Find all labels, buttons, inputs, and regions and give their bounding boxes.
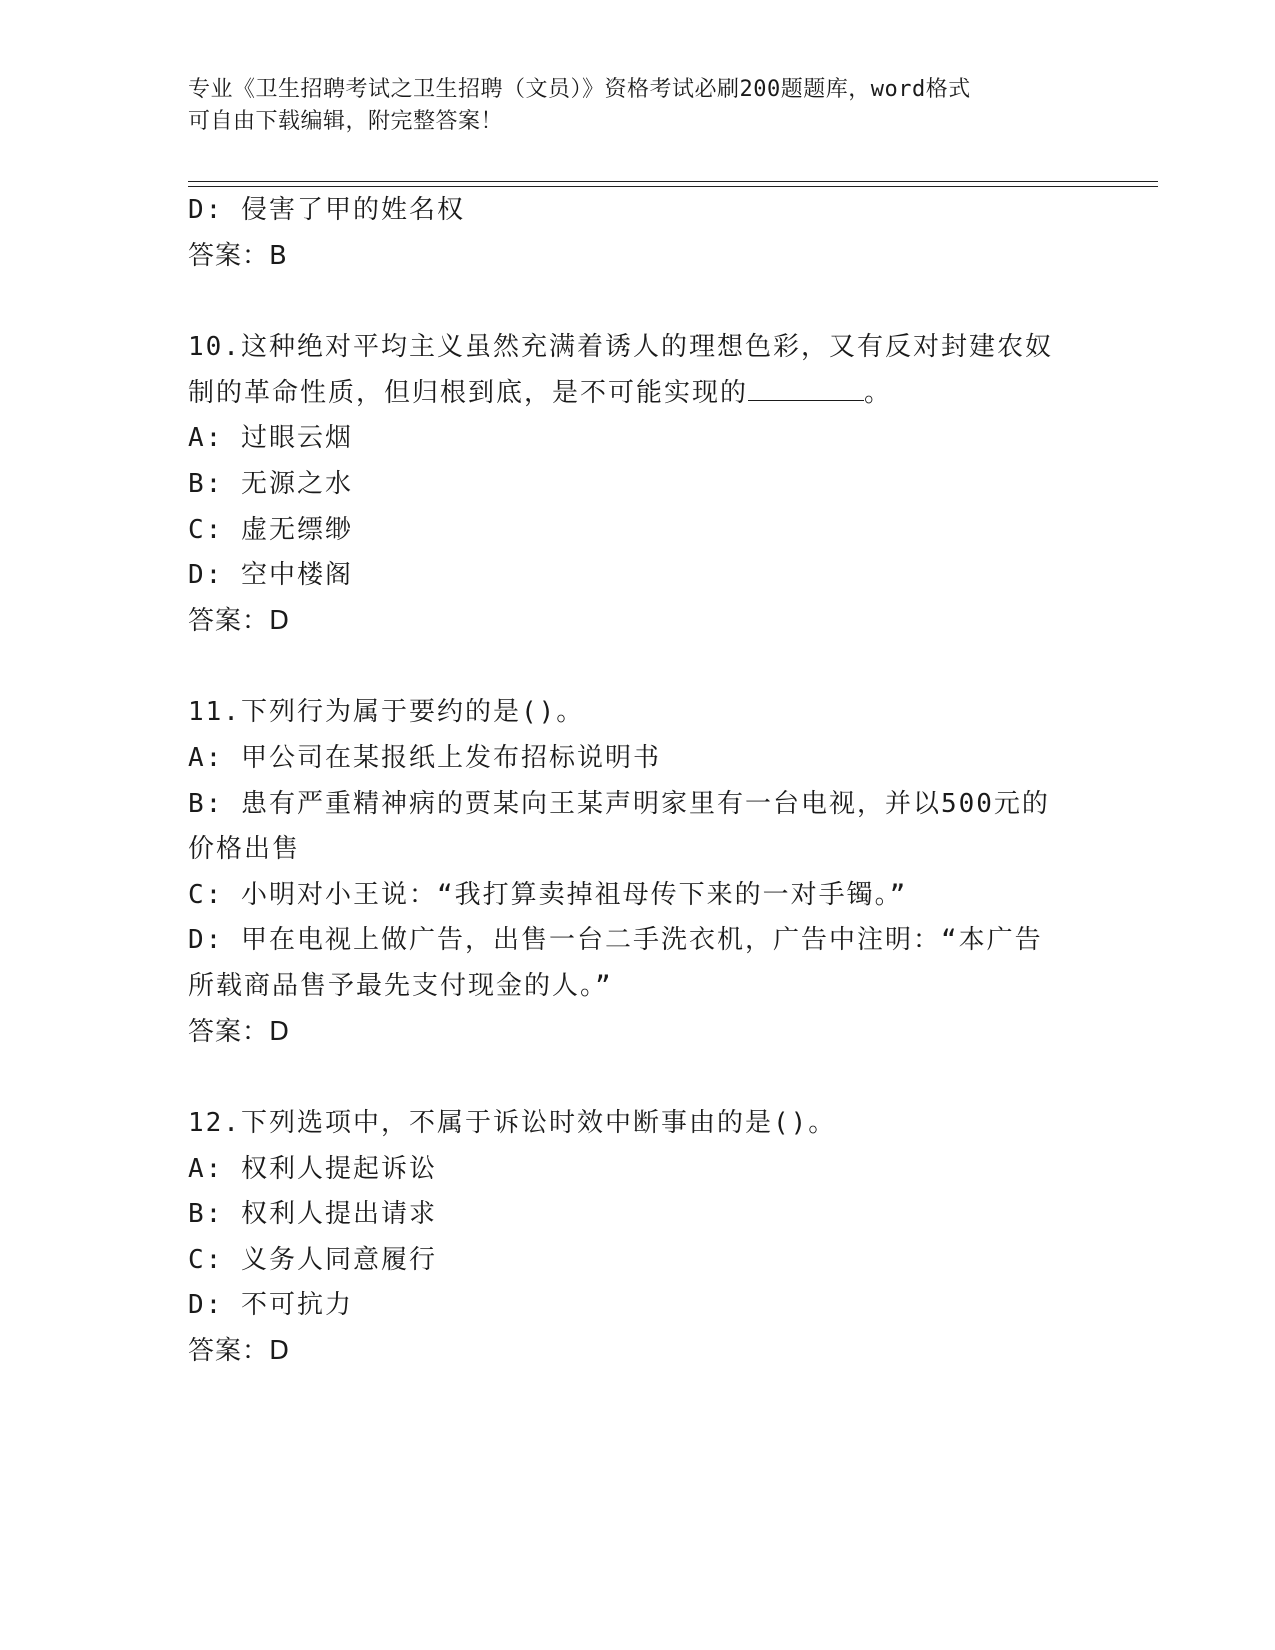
question-stem-line-2 [188,371,1088,417]
stem-text: 制的革命性质，但归根到底，是不可能实现的 [188,377,749,408]
question-stem-line-1: 10.这种绝对平均主义虽然充满着诱人的理想色彩，又有反对封建农奴 [188,332,1053,363]
spacer [188,644,1088,690]
question-stem: 12.下列选项中，不属于诉讼时效中断事由的是()。 [188,1108,837,1139]
question-9-tail [188,188,1088,279]
option-a: A: 权利人提起诉讼 [188,1153,437,1184]
spacer [188,1055,1088,1101]
option-d: D: 空中楼阁 [188,560,353,591]
answer: 答案：B [188,240,288,271]
option-d: D: 侵害了甲的姓名权 [188,195,465,225]
stem-end: 。 [864,377,893,408]
option-c: C: 虚无缥缈 [188,514,353,545]
question-11 [188,690,1088,1055]
header-divider-bottom [188,186,1158,187]
option-d-line-2: 所载商品售予最先支付现金的人。” [188,970,613,1001]
header-divider-top [188,181,1158,182]
option-a: A: 甲公司在某报纸上发布招标说明书 [188,742,661,773]
option-a: A: 过眼云烟 [188,423,353,454]
question-stem: 11.下列行为属于要约的是()。 [188,697,585,728]
document-header [188,74,1088,138]
option-c: C: 小明对小王说：“我打算卖掉祖母传下来的一对手镯。” [188,879,908,910]
fill-in-blank [748,374,864,401]
spacer [188,279,1088,325]
option-c: C: 义务人同意履行 [188,1244,437,1275]
option-b: B: 权利人提出请求 [188,1199,437,1230]
header-title-line-2: 可自由下载编辑，附完整答案！ [188,109,504,134]
question-10 [188,325,1088,644]
option-b-line-1: B: 患有严重精神病的贾某向王某声明家里有一台电视，并以500元的 [188,788,1050,819]
option-b: B: 无源之水 [188,468,353,499]
header-title-line-1: 专业《卫生招聘考试之卫生招聘（文员）》资格考试必刷200题题库，word格式 [188,77,971,102]
question-12 [188,1101,1088,1375]
option-d-line-1: D: 甲在电视上做广告，出售一台二手洗衣机，广告中注明：“本广告 [188,925,1043,956]
answer: 答案：D [188,1016,291,1047]
answer: 答案：D [188,1336,291,1367]
answer: 答案：D [188,605,291,636]
option-b-line-2: 价格出售 [188,834,301,865]
option-d: D: 不可抗力 [188,1290,353,1321]
question-list [188,188,1088,1375]
